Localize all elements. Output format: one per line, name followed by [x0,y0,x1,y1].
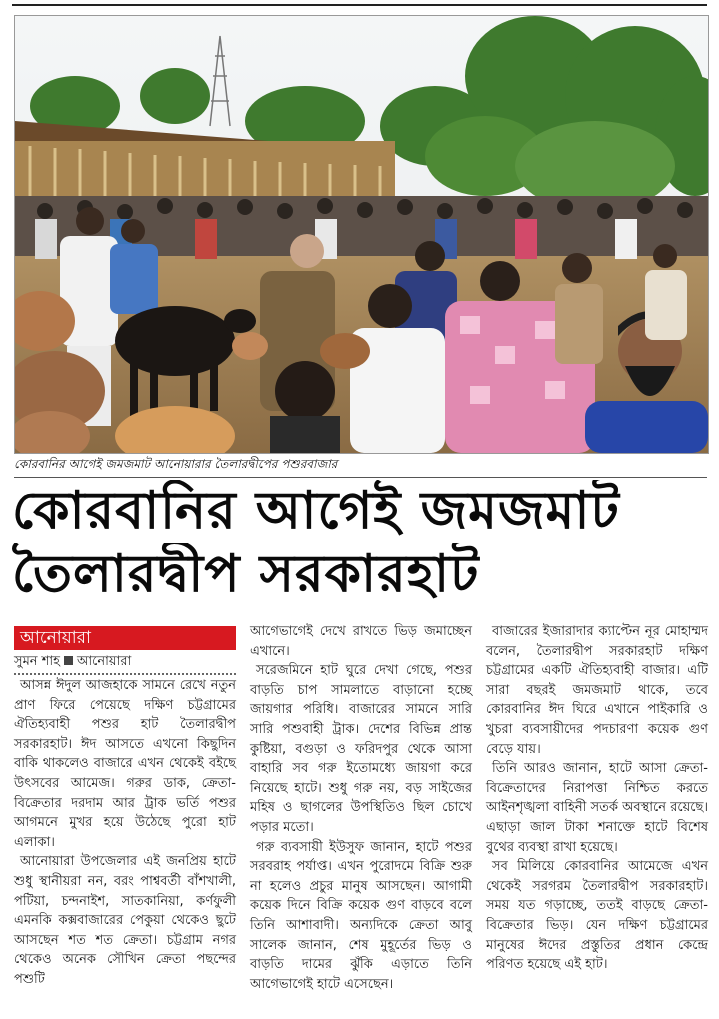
news-photo [14,15,709,454]
paragraph: আসন্ন ঈদুল আজহাকে সামনে রেখে নতুন প্রাণ ফিরে পেয়েছে দক্ষিণ চট্টগ্রামের ঐতিহ্যবাহী পশুর হাট তৈলারদ্বীপ সরকারহাট। ঈদ আসতে এখনো কিছুদিন বাকি থাকলেও বাজারে এখন থেকেই বইছে উৎসবের আমেজ। গরুর ডাক, ক্রেতা-বিক্রেতার দরদাম আর ট্রাক ভর্তি পশুর আগমনে মুখর হয়ে উঠেছে পুরো হাট এলাকা। [14,678,236,850]
headline-line-2: তৈলারদ্বীপ সরকারহাট [12,544,480,604]
article-column-1 [14,676,236,990]
headline [12,480,708,606]
paragraph: সরেজমিনে হাট ঘুরে দেখা গেছে, পশুর বাড়তি চাপ সামলাতে বাড়ানো হচ্ছে জায়গার পরিধি। বাজারের সামনে সারি সারি পশুবাহী ট্রাক। দেশের বিভিন্ন প্রান্ত কুষ্টিয়া, বগুড়া ও ফরিদপুর থেকে আসা বাহারি সব গরু ইতোমধ্যে জায়গা করে নিয়েছে হাটে। শুধু গরু নয়, বড় সাইজের মহিষ ও ছাগলের উপস্থিতিও ছিল চোখে পড়ার মতো। [250,663,472,835]
author-name: সুমন শাহ [14,654,60,669]
headline-line-1: কোরবানির আগেই জমজমাট [12,481,620,541]
paragraph: গরু ব্যবসায়ী ইউসুফ জানান, হাটে পশুর সরবরাহ পর্যাপ্ত। এখন পুরোদমে বিক্রি শুরু না হলেও প্রচুর মানুষ আসছেন। আগামী কয়েক দিনে বিক্রি কয়েক গুণ বাড়বে বলে তিনি আশাবাদী। অন্যদিকে ক্রেতা আবু সালেক জানান, শেষ মুহূর্তের ভিড় ও বাড়তি দামের ঝুঁকি এড়াতে তিনি আগেভাগেই হাটে এসেছেন। [250,839,472,992]
byline-place: আনোয়ারা [77,654,132,669]
location-label: আনোয়ারা [14,626,236,650]
article-column-2 [250,622,472,994]
paragraph: সব মিলিয়ে কোরবানির আমেজে এখন থেকেই সরগরম তৈলারদ্বীপ সরকারহাট। সময় যত গড়াচ্ছে, ততই বাড়ছে ক্রেতা-বিক্রেতার ভিড়। যেন দক্ষিণ চট্টগ্রামের মানুষের ঈদের প্রস্তুতির প্রধান কেন্দ্রে পরিণত হয়েছে এই হাট। [486,859,708,973]
caption-divider [14,477,707,478]
article-column-3 [486,622,708,975]
top-rule [12,4,707,6]
paragraph: আগেভাগেই দেখে রাখতে ভিড় জমাচ্ছেন এখানে। [250,624,472,659]
paragraph: আনোয়ারা উপজেলার এই জনপ্রিয় হাটে শুধু স্থানীয়রা নন, বরং পাশ্ববর্তী বাঁশখালী, পটিয়া, চন্দনাইশ, সাতকানিয়া, কর্ণফুলী এমনকি কক্সবাজারের পেকুয়া থেকেও ছুটে আসছেন শত শত ক্রেতা। চট্টগ্রাম নগর থেকেও অনেক সৌখিন ক্রেতা পছন্দের পশুটি [14,854,236,987]
square-bullet-icon [64,656,73,665]
paragraph: বাজারের ইজারাদার ক্যাপ্টেন নূর মোহাম্মদ বলেন, তৈলারদ্বীপ সরকারহাট দক্ষিণ চট্টগ্রামের একটি ঐতিহ্যবাহী বাজার। এটি সারা বছরই জমজমাট থাকে, তবে কোরবানির ঈদ ঘিরে এখানে পাইকারি ও খুচরা ব্যবসায়ীদের পদচারণা কয়েক গুণ বেড়ে যায়। [486,624,708,757]
byline [14,654,131,670]
photo-caption: কোরবানির আগেই জমজমাট আনোয়ারার তৈলারদ্বীপের পশুরবাজার [14,457,338,471]
paragraph: তিনি আরও জানান, হাটে আসা ক্রেতা-বিক্রেতাদের নিরাপত্তা নিশ্চিত করতে আইনশৃঙ্খলা বাহিনী সতর্ক অবস্থানে রয়েছে। এছাড়া জাল টাকা শনাক্তে হাটে বিশেষ বুথের ব্যবস্থা রাখা হয়েছে। [486,761,708,855]
byline-divider [14,673,236,675]
